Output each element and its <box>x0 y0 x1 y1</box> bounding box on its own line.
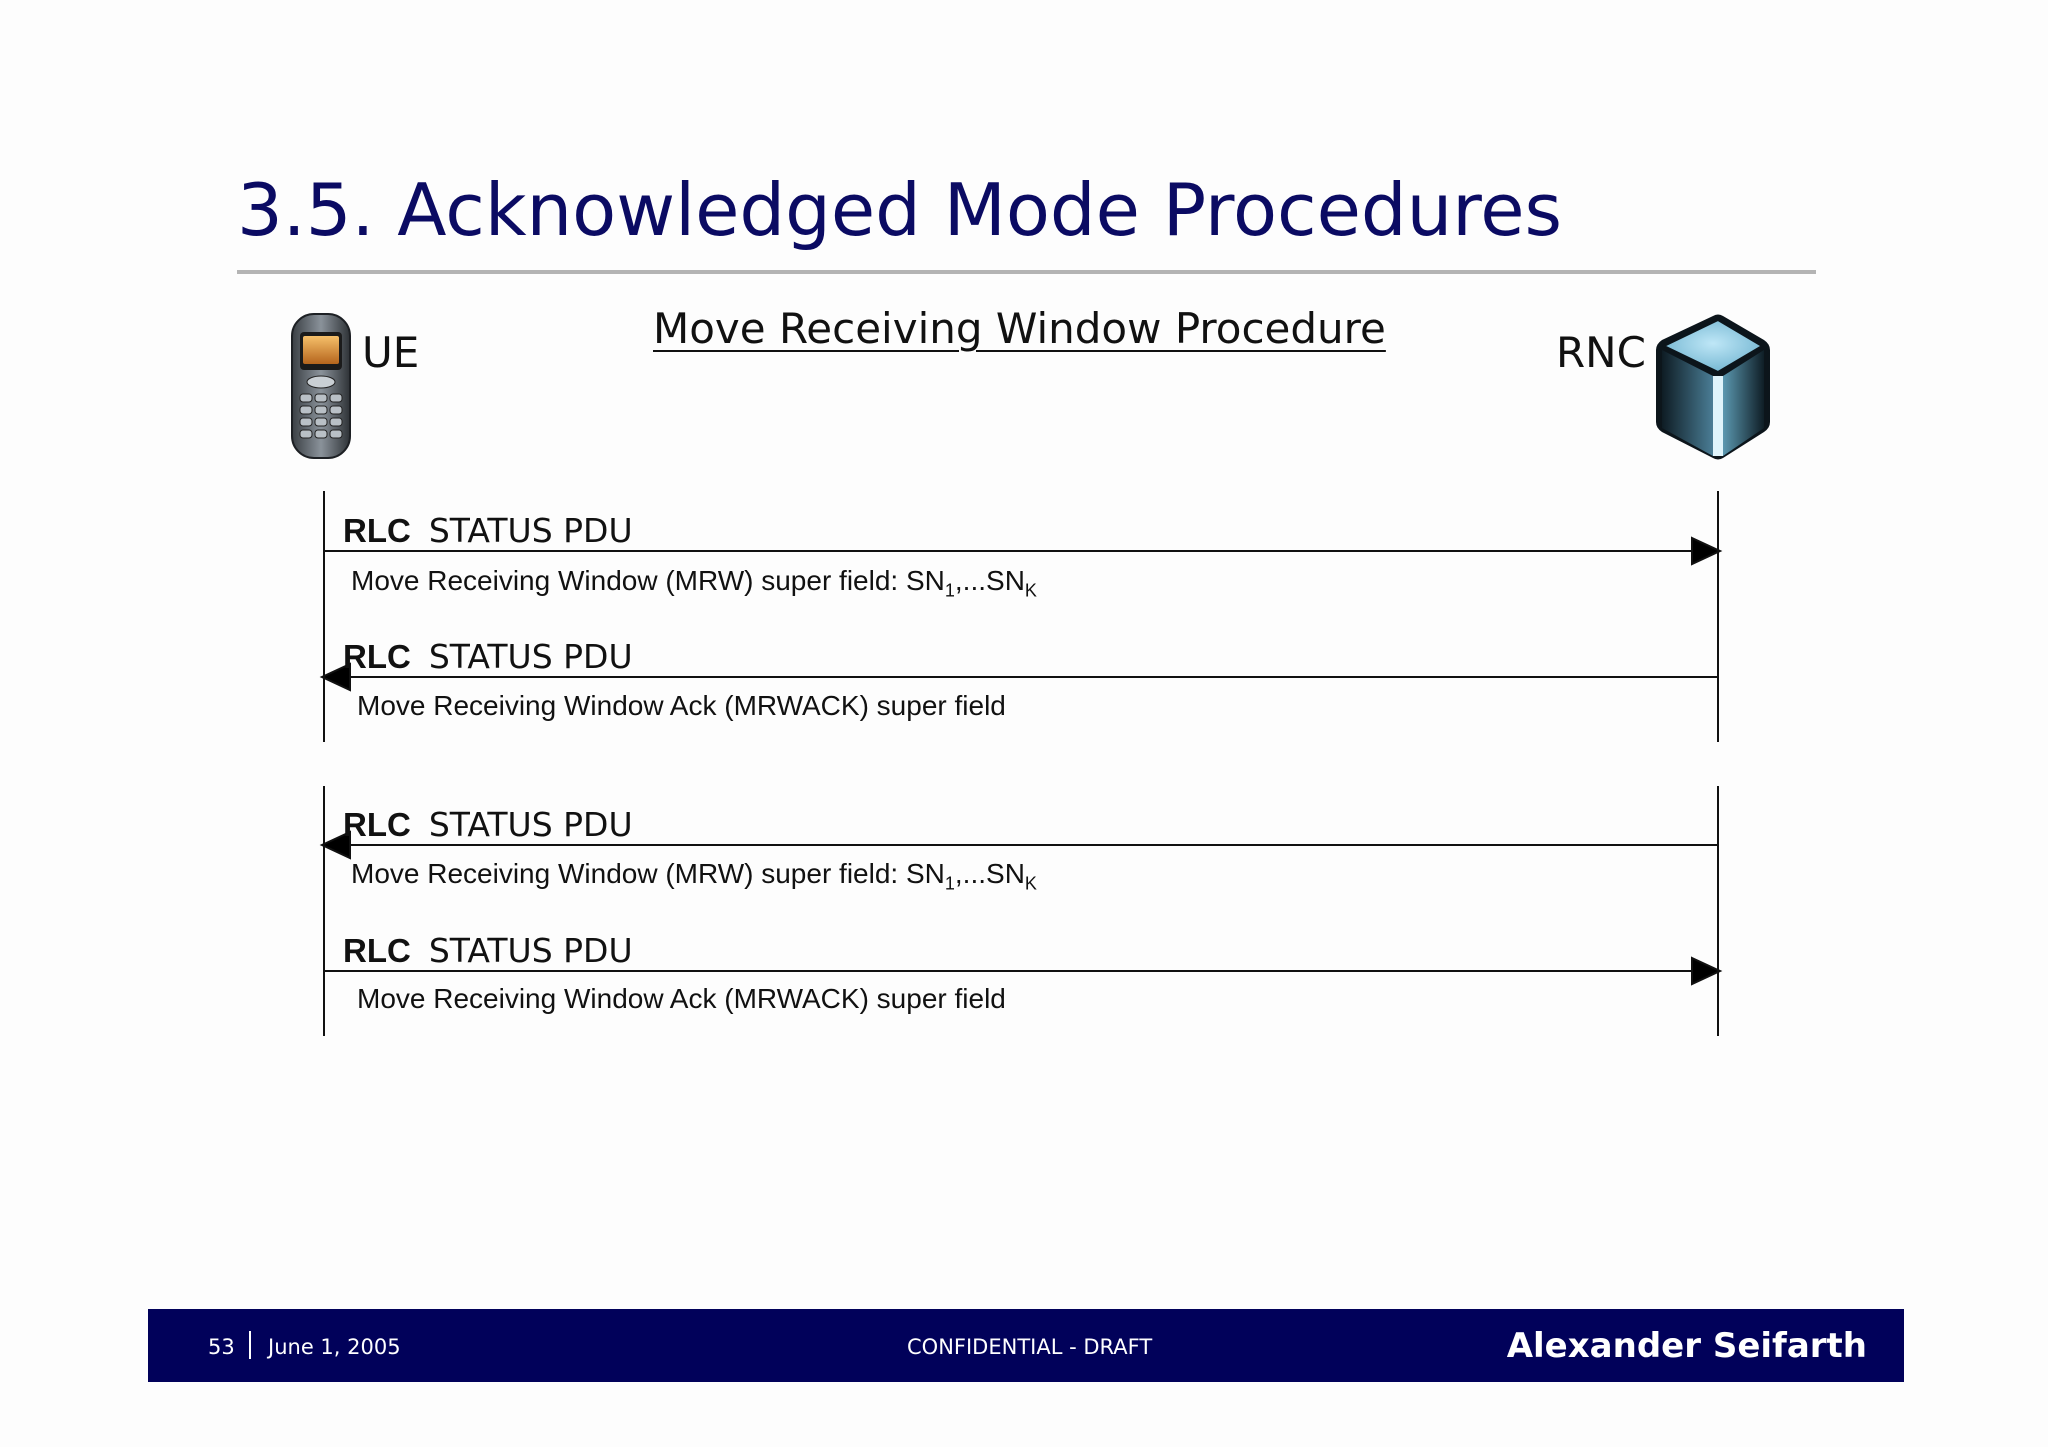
message-label <box>343 511 633 550</box>
footer-bar <box>148 1309 1904 1382</box>
protocol-label: RLC <box>343 932 411 969</box>
arrowhead-right <box>1692 538 1720 564</box>
pdu-label: STATUS PDU <box>428 931 633 970</box>
footer-author: Alexander Seifarth <box>1506 1326 1867 1366</box>
message-label <box>343 805 633 844</box>
protocol-label: RLC <box>343 806 411 843</box>
arrows <box>322 538 1720 984</box>
pdu-label: STATUS PDU <box>428 511 633 550</box>
pdu-label: STATUS PDU <box>428 805 633 844</box>
protocol-label: RLC <box>343 512 411 549</box>
page-title: 3.5. Acknowledged Mode Procedures <box>237 168 1563 252</box>
message-label <box>343 637 633 676</box>
message-detail: Move Receiving Window Ack (MRWACK) super field <box>357 690 1006 721</box>
rnc-label: RNC <box>1556 328 1646 377</box>
message-label <box>343 931 633 970</box>
footer-date: June 1, 2005 <box>268 1335 401 1359</box>
confidential-notice: CONFIDENTIAL - DRAFT <box>907 1335 1153 1359</box>
footer-separator <box>249 1331 251 1359</box>
ue-label: UE <box>362 328 420 377</box>
message-detail: Move Receiving Window Ack (MRWACK) super field <box>357 983 1006 1014</box>
message-detail: Move Receiving Window (MRW) super field: $SN_1,...SN_K$ <box>351 858 1037 894</box>
protocol-label: RLC <box>343 638 411 675</box>
diagram-heading: Move Receiving Window Procedure <box>653 304 1386 353</box>
arrowhead-right <box>1692 958 1720 984</box>
pdu-label: STATUS PDU <box>428 637 633 676</box>
message-detail: Move Receiving Window (MRW) super field: $SN_1,...SN_K$ <box>351 565 1037 601</box>
page-number: 53 <box>208 1335 235 1359</box>
